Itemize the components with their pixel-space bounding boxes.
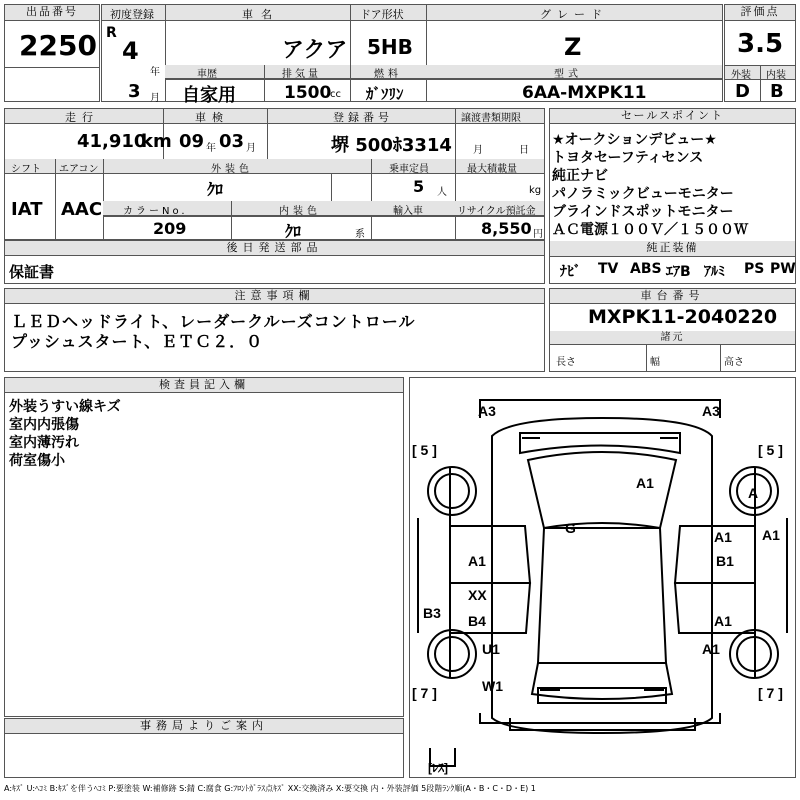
- model-header: 型式: [554, 69, 582, 80]
- reg-year: 4: [122, 37, 139, 65]
- score-header: 評価点: [725, 5, 795, 21]
- sales-point-2: トヨタセーフティセンス: [552, 150, 704, 166]
- interior-color-header: 内装色: [279, 206, 321, 217]
- door-header: ドア形状: [360, 8, 404, 21]
- inspector-header: 検査員記入欄: [5, 378, 403, 393]
- dmg-right-rear-wheel: A1: [702, 641, 720, 657]
- interior-color: ｸﾛ: [285, 222, 302, 241]
- equipment-nav: ﾅﾋﾞ: [560, 264, 581, 280]
- dmg-front-bumper-right: A3: [702, 403, 720, 419]
- dmg-left-rear-quarter: W1: [482, 678, 503, 694]
- specs-header: 諸元: [550, 331, 795, 345]
- chassis-header: 車台番号: [550, 289, 795, 304]
- chassis-number: MXPK11-2040220: [588, 306, 778, 328]
- import-header: 輸入車: [393, 206, 423, 217]
- displacement: 1500: [284, 83, 332, 103]
- lot-box: [4, 4, 100, 102]
- notes-header: 注意事項欄: [5, 289, 544, 304]
- inspector-box: [4, 377, 404, 717]
- later-parts-header: 後日発送部品: [5, 241, 544, 256]
- equipment-airbag: ｴｱB: [666, 264, 691, 280]
- recycle-header: リサイクル預託金: [457, 206, 536, 217]
- dmg-windshield: G: [565, 520, 576, 536]
- lot-header: 出品番号: [5, 5, 99, 21]
- left-front-door: [450, 526, 530, 583]
- aircon-header: エアコン: [59, 164, 99, 175]
- office-header: 事務局よりご案内: [5, 719, 403, 734]
- dmg-left-front-note: [ 5 ]: [412, 442, 437, 458]
- dmg-right-rear-door: A1: [714, 613, 732, 629]
- height-label: 高さ: [724, 357, 744, 368]
- dmg-right-front-door-lower: B1: [716, 553, 734, 569]
- dmg-left-rear-door-upper: XX: [468, 587, 487, 603]
- length-label: 長さ: [556, 357, 576, 368]
- recycle-fee: 8,550: [481, 219, 532, 238]
- inspector-note-2: 室内内張傷: [9, 417, 79, 433]
- dmg-right-front-door-upper: A1: [714, 529, 732, 545]
- equipment-abs: ABS: [630, 261, 662, 277]
- roof: [538, 528, 666, 663]
- lot-number: 2250: [19, 29, 97, 62]
- car-name: アクア: [282, 38, 348, 63]
- sales-point-4: パノラミックビューモニター: [552, 186, 734, 202]
- later-parts: 保証書: [9, 263, 55, 281]
- grade-header: グレード: [540, 8, 608, 21]
- later-parts-box: [4, 240, 545, 284]
- era: R: [106, 25, 117, 41]
- car-diagram: [409, 377, 796, 778]
- rear-glass: [532, 663, 672, 699]
- inspection-year: 09: [179, 131, 205, 152]
- sales-point-3: 純正ナビ: [552, 168, 608, 184]
- note-1: ＬＥＤヘッドライト、レーダークルーズコントロール: [11, 312, 416, 331]
- sales-point-1: ★オークションデビュー★: [552, 132, 717, 148]
- score-box: [724, 4, 796, 102]
- rear-bumper: [480, 713, 720, 723]
- history-header: 車歴: [197, 69, 217, 80]
- transfer-header: 譲渡書類期限: [461, 113, 521, 124]
- office-box: [4, 718, 404, 778]
- inspector-note-3: 室内薄汚れ: [9, 435, 79, 451]
- notes-box: [4, 288, 545, 372]
- details-box: 走行 車検 登録番号 譲渡書類期限 41,910 km 09 年 03 月 堺 500ﾎ3314 月 日 シフト エアコン 外装色 乗車定員 最大積載量 IAT AAC ｸﾛ 5 人 kg カラーNo. 内装色 輸入車 リサイクル預託金 209 ｸﾛ 系 8,550 円: [4, 108, 545, 240]
- history: 自家用: [182, 85, 236, 106]
- note-2: プッシュスタート、ＥＴＣ２．０: [11, 332, 264, 351]
- car-outline: [410, 378, 795, 777]
- color: ｸﾛ: [207, 180, 224, 199]
- score: 3.5: [737, 29, 784, 59]
- sales-point-6: ＡＣ電源１００Ｖ／１５００Ｗ: [552, 222, 748, 238]
- genuine-header: 純正装備: [550, 241, 795, 257]
- dmg-right-front-note: [ 5 ]: [758, 442, 783, 458]
- capacity: 5: [413, 177, 425, 196]
- capacity-header: 乗車定員: [389, 164, 429, 175]
- width-label: 幅: [650, 357, 660, 368]
- shift-header: シフト: [11, 164, 41, 175]
- sales-points-header: セールスポイント: [550, 109, 795, 124]
- inspector-note-4: 荷室傷小: [9, 453, 65, 469]
- first-reg-header: 初度登録: [110, 8, 154, 21]
- registration-header: 登録番号: [333, 111, 393, 124]
- max-load-header: 最大積載量: [467, 164, 517, 175]
- mileage-header: 走行: [65, 111, 99, 124]
- equipment-tv: TV: [598, 261, 619, 277]
- equipment-pw: PW: [770, 261, 796, 277]
- dmg-left-rear-note: [ 7 ]: [412, 685, 437, 701]
- dmg-left-front-door: A1: [468, 553, 486, 569]
- exterior-grade: D: [735, 81, 750, 102]
- hood: [520, 433, 680, 453]
- dmg-front-bumper-left: A3: [478, 403, 496, 419]
- exterior-header: 外装: [731, 70, 751, 81]
- reg-month: 3: [128, 81, 141, 102]
- dmg-right-side: A1: [762, 527, 780, 543]
- dmg-left-rear-wheel: U1: [482, 641, 500, 657]
- door-type: 5HB: [367, 35, 413, 59]
- shift: IAT: [11, 199, 43, 220]
- front-bumper: [480, 400, 720, 418]
- sales-point-5: ブラインドスポットモニター: [552, 204, 734, 220]
- color-no: 209: [153, 219, 187, 238]
- registration-number: 堺 500ﾎ3314: [331, 135, 452, 156]
- mileage: 41,910: [77, 131, 147, 152]
- equipment-ps: PS: [744, 261, 765, 277]
- body-outline: [492, 418, 712, 733]
- fuel: ｶﾞｿﾘﾝ: [366, 85, 404, 103]
- inspection-header: 車検: [195, 111, 229, 124]
- vehicle-main-box: 初度登録 車名 ドア形状 グレード R 4 年 アクア 5HB Z 車歴 排気量 燃料 型式 3 月 自家用 1500 cc ｶﾞｿﾘﾝ 6AA-MXPK11: [101, 4, 723, 102]
- inspector-note-1: 外装うすい線キズ: [9, 399, 121, 415]
- fuel-header: 燃料: [374, 69, 402, 80]
- dmg-right-rear-note: [ 7 ]: [758, 685, 783, 701]
- chassis-box: [549, 288, 796, 372]
- color-no-header: カラーNo.: [123, 206, 188, 217]
- dmg-front-right-wheel: A: [748, 485, 759, 501]
- interior-grade: B: [770, 81, 784, 102]
- dmg-spare-note: [ﾚｽ]: [428, 761, 448, 775]
- interior-header: 内装: [766, 70, 786, 81]
- equipment-alloy: ｱﾙﾐ: [704, 264, 725, 280]
- dmg-hood-right: A1: [636, 475, 654, 491]
- left-rear-door: [450, 583, 530, 633]
- color-header: 外装色: [211, 164, 253, 175]
- displacement-header: 排気量: [282, 69, 321, 80]
- legend: A:ｷｽﾞ U:ﾍｺﾐ B:ｷｽﾞを伴うﾍｺﾐ P:要塗装 W:補修跡 S:錆 C:腐食 G:ﾌﾛﾝﾄｶﾞﾗｽ点ｷｽﾞ XX:交換済み X:要交換 内・外装評価 5段階ﾗﾝｸ順(A・B・C・D・E) 1: [4, 784, 536, 793]
- sales-points-box: [549, 108, 796, 284]
- grade: Z: [564, 33, 582, 61]
- dmg-left-rear-door-lower: B4: [468, 613, 486, 629]
- model: 6AA-MXPK11: [522, 83, 647, 103]
- aircon: AAC: [61, 199, 103, 220]
- inspection-month: 03: [219, 131, 245, 152]
- car-name-header: 車名: [242, 8, 280, 21]
- dmg-left-side: B3: [423, 605, 441, 621]
